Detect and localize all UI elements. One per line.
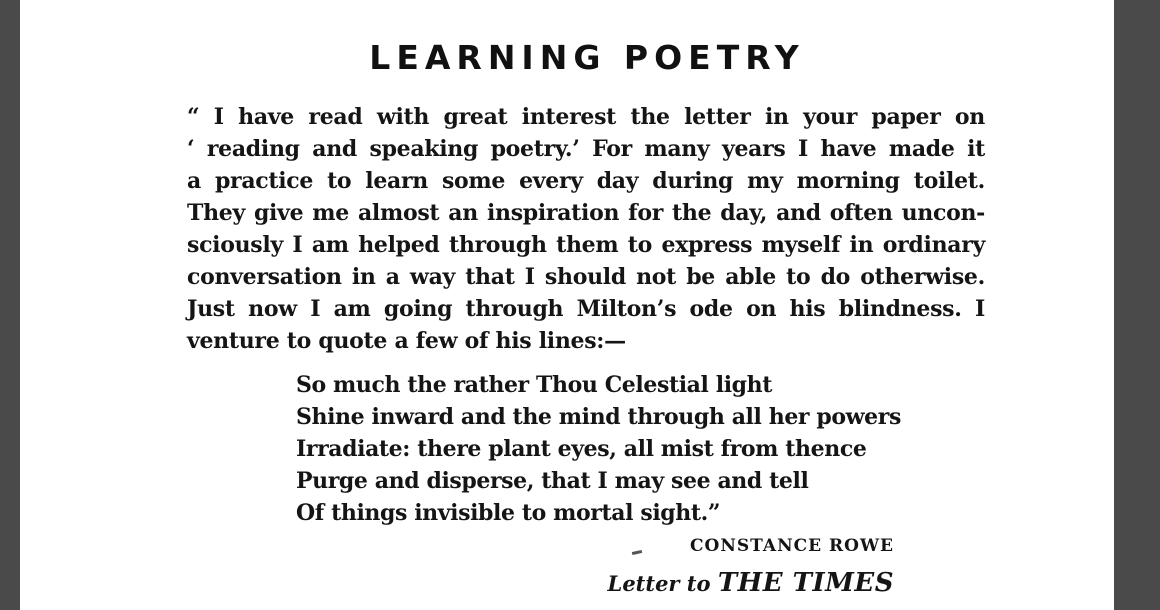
- letter-body: [187, 101, 985, 357]
- letter-line: a practice to learn some every day during my morning toilet.: [187, 168, 985, 194]
- viewer-left-edge: [0, 0, 20, 610]
- source-attribution: [608, 566, 894, 603]
- quoted-verse: [296, 369, 936, 529]
- letter-line: sciously I am helped through them to express myself in ordinary: [187, 232, 985, 258]
- page-title: LEARNING POETRY: [369, 38, 805, 77]
- source-prefix: Letter to: [607, 571, 718, 596]
- viewer-right-edge: [1114, 0, 1160, 610]
- ink-mark: [632, 550, 642, 555]
- letter-line: ‘ reading and speaking poetry.’ For many years I have made it: [187, 136, 985, 162]
- verse-line: Shine inward and the mind through all her powers: [296, 404, 901, 430]
- verse-line: Purge and disperse, that I may see and tell: [296, 468, 809, 494]
- letter-line: conversation in a way that I should not be able to do otherwise.: [187, 264, 985, 290]
- letter-line: Just now I am going through Milton’s ode on his blindness. I: [187, 296, 985, 322]
- source-publication: THE TIMES: [717, 568, 894, 598]
- letter-line: They give me almost an inspiration for the day, and often uncon-: [187, 200, 985, 226]
- letter-line: venture to quote a few of his lines:—: [187, 328, 626, 354]
- author-signature: CONSTANCE ROWE: [690, 536, 894, 556]
- letter-line: “ I have read with great interest the letter in your paper on: [187, 104, 985, 130]
- verse-line: Of things invisible to mortal sight.”: [296, 500, 721, 526]
- document-page: [20, 0, 1114, 610]
- verse-line: Irradiate: there plant eyes, all mist from thence: [296, 436, 867, 462]
- verse-line: So much the rather Thou Celestial light: [296, 372, 772, 398]
